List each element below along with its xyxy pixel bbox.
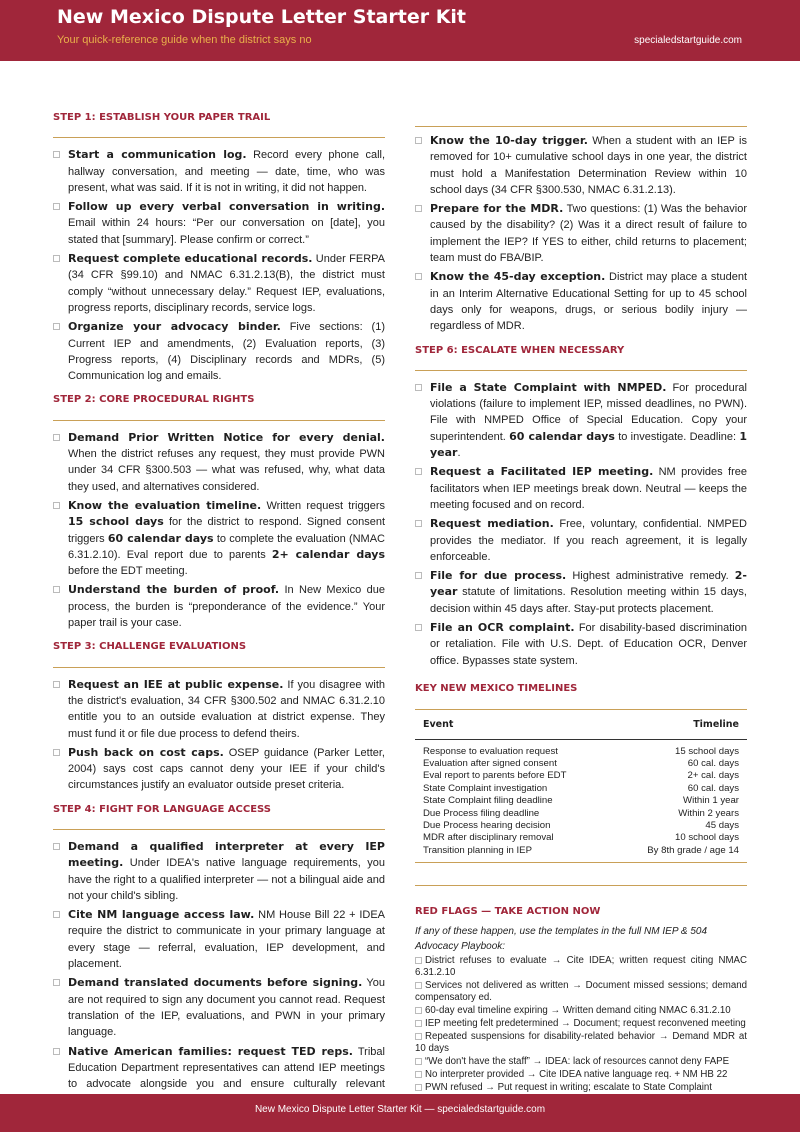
step-3-heading: STEP 3: CHALLENGE EVALUATIONS bbox=[53, 639, 385, 667]
checkbox-icon[interactable] bbox=[53, 681, 60, 688]
event-cell: State Complaint investigation bbox=[423, 782, 548, 794]
item-text: Two questions: (1) Was the behavior caused by the disability? (2) Was it a direct result of failure to implement the IEP? If YES to either, child returns to placement; team must do FBA/BIP. bbox=[430, 203, 747, 265]
checkbox-icon[interactable] bbox=[53, 434, 60, 441]
list-item bbox=[415, 1069, 747, 1081]
red-flags-list bbox=[415, 955, 747, 1094]
checklist-item bbox=[53, 907, 385, 972]
checklist-item bbox=[53, 251, 385, 316]
item-text: For disability-based discrimination or retaliation. File with U.S. Dept. of Education OCR, Denver office. Bypasses state system. bbox=[430, 622, 747, 667]
item-lead: Know the evaluation timeline. bbox=[68, 498, 262, 512]
step-2-heading: STEP 2: CORE PROCEDURAL RIGHTS bbox=[53, 392, 385, 420]
item-lead: Demand a qualified interpreter at every IEP meeting. bbox=[68, 839, 385, 870]
item-lead: Prepare for the MDR. bbox=[430, 202, 564, 216]
table-row bbox=[415, 820, 747, 832]
item-emphasis: 2-year bbox=[430, 569, 747, 599]
checklist-item bbox=[415, 380, 747, 461]
timeline-cell: By 8th grade / age 14 bbox=[647, 844, 739, 856]
event-cell: Evaluation after signed consent bbox=[423, 757, 557, 769]
checkbox-icon[interactable] bbox=[53, 911, 60, 918]
page-subtitle: Your quick-reference guide when the district says no bbox=[57, 34, 312, 46]
step-4-heading: STEP 4: FIGHT FOR LANGUAGE ACCESS bbox=[53, 802, 385, 830]
item-lead: Request an IEE at public expense. bbox=[68, 677, 284, 691]
list-item bbox=[415, 1082, 747, 1094]
item-text: Under FERPA (34 CFR §99.10) and NMAC 6.31.2.13(B), the district must comply “without unnecessary delay.” Request IEP, evaluations, progress reports, disciplinary records, service logs. bbox=[68, 253, 385, 314]
timeline-cell: Within 2 years bbox=[678, 807, 739, 819]
timeline-cell: 60 cal. days bbox=[687, 782, 739, 794]
event-cell: Due Process filing deadline bbox=[423, 807, 540, 819]
list-item bbox=[415, 1031, 747, 1055]
checkbox-icon[interactable] bbox=[53, 502, 60, 509]
item-text: Record every phone call, hallway conversation, and meeting — date, time, who was present, what was said. If it is not in writing, it did not happen. bbox=[68, 149, 386, 194]
step-1-items bbox=[53, 147, 385, 384]
table-row bbox=[415, 845, 747, 860]
item-lead: Request complete educational records. bbox=[68, 252, 313, 266]
item-lead: Know the 45-day exception. bbox=[430, 270, 606, 284]
event-cell: MDR after disciplinary removal bbox=[423, 832, 554, 844]
page-title: New Mexico Dispute Letter Starter Kit bbox=[57, 6, 467, 28]
item-text: When the district refuses any request, they must provide PWN under 34 CFR §300.503 — what was refused, why, what data they used, and alternatives considered. bbox=[68, 448, 385, 493]
item-text: OSEP guidance (Parker Letter, 2004) says cost caps cannot deny your IEE if your child's circumstances justify an evaluator outside preset criteria. bbox=[68, 746, 385, 792]
checkbox-icon[interactable] bbox=[415, 1007, 422, 1014]
column-rule bbox=[415, 126, 747, 127]
left-column bbox=[53, 110, 385, 1148]
item-text: to investigate. Deadline: bbox=[614, 430, 740, 443]
item-lead: Push back on cost caps. bbox=[68, 745, 224, 759]
red-flag-text: No interpreter provided → Cite IDEA native language req. + NM HB 22 bbox=[425, 1069, 728, 1081]
checkbox-icon[interactable] bbox=[415, 137, 422, 144]
item-lead: File for due process. bbox=[430, 569, 567, 583]
item-text: for the district to respond. Signed consent triggers bbox=[68, 516, 385, 545]
right-column bbox=[415, 126, 747, 1094]
item-text: Email within 24 hours: “Per our conversation on [date], you stated that [summary]. Please confirm or correct.” bbox=[68, 217, 385, 246]
item-lead: File a State Complaint with NMPED. bbox=[430, 380, 667, 394]
timelines-table bbox=[415, 710, 747, 860]
item-lead: Native American families: request TED reps. bbox=[68, 1044, 353, 1058]
item-text: Written request triggers bbox=[261, 499, 385, 512]
checkbox-icon[interactable] bbox=[53, 151, 60, 158]
table-row bbox=[415, 739, 747, 758]
table-row bbox=[415, 783, 747, 795]
step-6-heading: STEP 6: ESCALATE WHEN NECESSARY bbox=[415, 343, 747, 371]
list-item bbox=[415, 1018, 747, 1030]
column-header-event: Event bbox=[415, 710, 613, 739]
timeline-cell: 2+ cal. days bbox=[687, 770, 739, 782]
checkbox-icon[interactable] bbox=[415, 624, 422, 631]
item-text: In New Mexico due process, the burden is “preponderance of the evidence.” Your paper trail is your case. bbox=[68, 584, 385, 630]
item-lead: Cite NM language access law. bbox=[68, 908, 255, 922]
list-item bbox=[415, 980, 747, 1004]
red-flag-text: “We don't have the staff” → IDEA: lack of resources cannot deny FAPE bbox=[425, 1056, 730, 1068]
checkbox-icon[interactable] bbox=[53, 843, 60, 850]
checklist-item bbox=[53, 582, 385, 631]
red-flag-text: Services not delivered as written → Document missed sessions; demand compensatory ed. bbox=[415, 980, 747, 1004]
item-lead: Demand translated documents before signing. bbox=[68, 976, 363, 990]
checklist-item bbox=[415, 133, 747, 198]
item-lead: Request mediation. bbox=[430, 517, 554, 531]
checkbox-icon[interactable] bbox=[415, 384, 422, 391]
step-4-items bbox=[53, 839, 385, 1109]
checkbox-icon[interactable] bbox=[415, 205, 422, 212]
item-lead: Demand Prior Written Notice for every denial. bbox=[68, 430, 385, 444]
table-row bbox=[415, 795, 747, 807]
timeline-cell: 10 school days bbox=[675, 832, 739, 844]
timeline-cell: Within 1 year bbox=[683, 795, 739, 807]
page-header bbox=[0, 0, 800, 61]
checkbox-icon[interactable] bbox=[415, 1033, 422, 1040]
step-3-items bbox=[53, 677, 385, 794]
checklist-item bbox=[53, 677, 385, 742]
checkbox-icon[interactable] bbox=[415, 1071, 422, 1078]
event-cell: Transition planning in IEP bbox=[423, 844, 532, 856]
item-emphasis: 2+ calendar days bbox=[271, 547, 386, 561]
item-text: to complete the evaluation (NMAC 6.31.2.10). Eval report due to parents bbox=[68, 532, 385, 561]
checkbox-icon[interactable] bbox=[53, 586, 60, 593]
item-emphasis: 15 school days bbox=[68, 515, 164, 529]
item-text: When a student with an IEP is removed for 10+ cumulative school days in one year, the district must hold a Manifestation Determination Review within 10 school days (34 CFR §300.530, NMAC 6.31.2.13). bbox=[430, 135, 747, 196]
checkbox-icon[interactable] bbox=[415, 1020, 422, 1027]
timelines-table-wrap bbox=[415, 709, 747, 863]
list-item bbox=[415, 1056, 747, 1068]
item-lead: Start a communication log. bbox=[68, 148, 247, 162]
event-cell: Response to evaluation request bbox=[423, 745, 558, 757]
checklist-item bbox=[53, 199, 385, 248]
timelines-heading: KEY NEW MEXICO TIMELINES bbox=[415, 682, 578, 694]
checkbox-icon[interactable] bbox=[53, 749, 60, 756]
table-row bbox=[415, 770, 747, 782]
checkbox-icon[interactable] bbox=[415, 1058, 422, 1065]
page-footer: New Mexico Dispute Letter Starter Kit — specialedstartguide.com bbox=[0, 1094, 800, 1132]
checkbox-icon[interactable] bbox=[53, 979, 60, 986]
checkbox-icon[interactable] bbox=[415, 520, 422, 527]
checklist-item bbox=[415, 620, 747, 669]
item-text: District may place a student in an Interim Alternative Educational Setting for up to 45 school days only for weapons, drugs, or serious bodily injury — regardless of MDR. bbox=[430, 271, 747, 333]
checklist-item bbox=[415, 269, 747, 334]
item-text: NM House Bill 22 + IDEA require the district to communicate in your primary language at every stage — referral, evaluation, IEP development, and placement. bbox=[68, 909, 385, 971]
item-text: Five sections: (1) Current IEP and amendments, (2) Evaluation reports, (3) Progress reports, (4) Disciplinary records and MDRs, (5) Communication log and emails. bbox=[68, 321, 385, 383]
item-emphasis: 60 calendar days bbox=[107, 531, 214, 545]
event-cell: Due Process hearing decision bbox=[423, 819, 551, 831]
item-text: Tribal Education Department representatives can attend IEP meetings to advocate alongside you and ensure culturally relevant bbox=[68, 1045, 385, 1091]
checkbox-icon[interactable] bbox=[415, 957, 422, 964]
item-text: You are not required to sign any document you cannot read. Request translation of the IEP, evaluations, and PWN in your primary language. bbox=[68, 977, 385, 1039]
table-row bbox=[415, 832, 747, 844]
event-cell: Eval report to parents before EDT bbox=[423, 770, 567, 782]
site-url[interactable]: specialedstartguide.com bbox=[634, 35, 742, 46]
item-text: NM provides free facilitators when IEP meetings break down. Neutral — keeps the meeting focused and on record. bbox=[430, 466, 747, 511]
list-item bbox=[415, 1005, 747, 1017]
red-flags-heading: RED FLAGS — TAKE ACTION NOW bbox=[415, 906, 601, 918]
timeline-cell: 60 cal. days bbox=[687, 757, 739, 769]
checklist-item bbox=[53, 745, 385, 794]
checkbox-icon[interactable] bbox=[415, 572, 422, 579]
checkbox-icon[interactable] bbox=[415, 273, 422, 280]
item-lead: Follow up every verbal conversation in writing. bbox=[68, 200, 385, 214]
item-text: before the EDT meeting. bbox=[68, 565, 188, 578]
checklist-item bbox=[53, 319, 385, 384]
checkbox-icon[interactable] bbox=[53, 323, 60, 330]
checklist-item bbox=[53, 430, 385, 495]
item-text: Under IDEA's native language requirements, you have the right to a qualified interpreter — not a bilingual aide and not your child's sibling. bbox=[68, 857, 385, 902]
item-text: . bbox=[457, 447, 461, 460]
item-lead: Request a Facilitated IEP meeting. bbox=[430, 465, 654, 479]
section-divider bbox=[415, 885, 747, 886]
item-text: For procedural violations (failure to implement IEP, missed deadlines, no PWN). File with NMPED Office of Special Education. Copy your superintendent. bbox=[430, 381, 747, 443]
red-flag-text: District refuses to evaluate → Cite IDEA; written request citing NMAC 6.31.2.10 bbox=[415, 955, 747, 979]
item-text: If you disagree with the district's evaluation, 34 CFR §300.502 and NMAC 6.31.2.10 entitle you to an outside evaluation at district expense. They must fund it or file due process to defend theirs. bbox=[68, 678, 385, 740]
red-flag-text: 60-day eval timeline expiring → Written demand citing NMAC 6.31.2.10 bbox=[425, 1005, 731, 1017]
checkbox-icon[interactable] bbox=[415, 982, 422, 989]
checklist-item bbox=[415, 201, 747, 266]
checkbox-icon[interactable] bbox=[53, 1048, 60, 1055]
checklist-item bbox=[53, 975, 385, 1040]
list-item bbox=[415, 955, 747, 979]
step-1-heading: STEP 1: ESTABLISH YOUR PAPER TRAIL bbox=[53, 110, 385, 138]
checklist-item bbox=[53, 147, 385, 196]
timeline-cell: 15 school days bbox=[675, 745, 739, 757]
checkbox-icon[interactable] bbox=[415, 468, 422, 475]
checkbox-icon[interactable] bbox=[53, 203, 60, 210]
event-cell: State Complaint filing deadline bbox=[423, 795, 553, 807]
checklist-item bbox=[53, 839, 385, 904]
timeline-cell: 45 days bbox=[705, 819, 739, 831]
checkbox-icon[interactable] bbox=[415, 1084, 422, 1091]
item-lead: Understand the burden of proof. bbox=[68, 583, 280, 597]
item-emphasis: 60 calendar days bbox=[509, 429, 615, 443]
column-header-timeline: Timeline bbox=[613, 710, 747, 739]
step-5-items bbox=[415, 133, 747, 335]
red-flags-intro: If any of these happen, use the templates in the full NM IEP & 504 Advocacy Playbook: bbox=[415, 926, 708, 953]
step-6-items bbox=[415, 380, 747, 669]
red-flag-text: IEP meeting felt predetermined → Document; request reconvened meeting bbox=[425, 1018, 746, 1030]
item-text: Free, voluntary, confidential. NMPED provides the mediator. If you reach agreement, it is legally enforceable. bbox=[430, 518, 747, 563]
checklist-item bbox=[415, 516, 747, 565]
checkbox-icon[interactable] bbox=[53, 255, 60, 262]
red-flag-text: Repeated suspensions for disability-related behavior → Demand MDR at 10 days bbox=[415, 1031, 747, 1055]
step-2-items bbox=[53, 430, 385, 632]
item-emphasis: 1 year bbox=[430, 429, 747, 460]
item-lead: Know the 10-day trigger. bbox=[430, 134, 588, 147]
item-lead: File an OCR complaint. bbox=[430, 621, 575, 635]
item-text: statute of limitations. Resolution meeting within 15 days, decision within 45 days after. Stay-put protects placement. bbox=[430, 586, 747, 615]
table-row bbox=[415, 758, 747, 770]
red-flag-text: PWN refused → Put request in writing; escalate to State Complaint bbox=[425, 1082, 712, 1094]
checklist-item bbox=[53, 498, 385, 579]
checklist-item bbox=[415, 568, 747, 617]
item-lead: Organize your advocacy binder. bbox=[68, 320, 281, 334]
item-text: Highest administrative remedy. bbox=[566, 570, 735, 583]
checklist-item bbox=[415, 464, 747, 513]
table-header-row bbox=[415, 710, 747, 739]
table-row bbox=[415, 808, 747, 820]
